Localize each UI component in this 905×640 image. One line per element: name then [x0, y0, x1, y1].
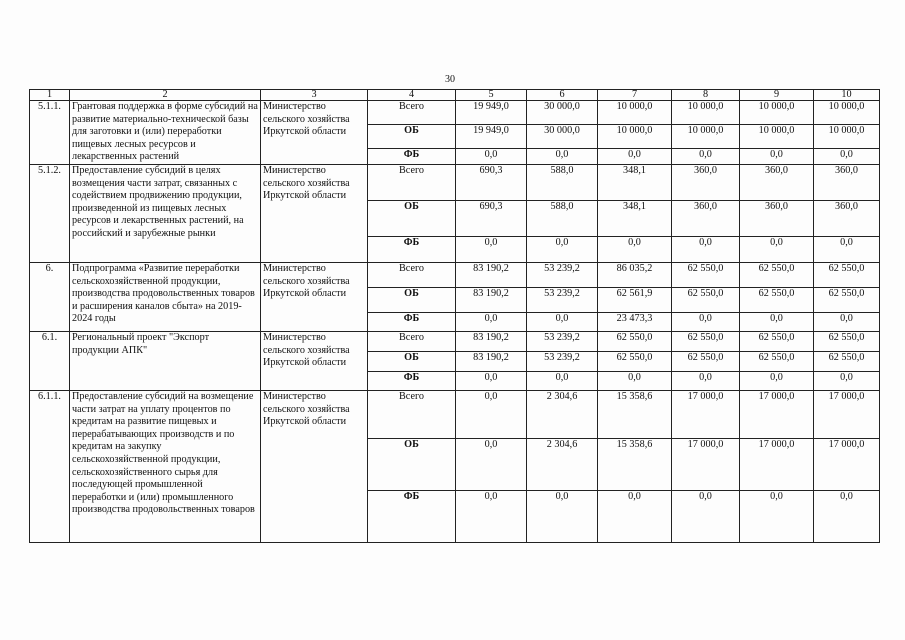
funding-source: Всего: [368, 101, 456, 125]
amount-cell: 0,0: [672, 372, 740, 391]
amount-cell: 62 550,0: [814, 263, 880, 288]
amount-cell: 17 000,0: [740, 391, 814, 439]
amount-cell: 53 239,2: [527, 288, 598, 313]
amount-cell: 62 550,0: [672, 263, 740, 288]
amount-cell: 86 035,2: [598, 263, 672, 288]
amount-cell: 0,0: [814, 237, 880, 263]
row-executor: Министерство сельского хозяйства Иркутской области: [261, 332, 368, 391]
amount-cell: 53 239,2: [527, 352, 598, 372]
amount-cell: 0,0: [814, 372, 880, 391]
column-number: 9: [740, 90, 814, 101]
funding-source: Всего: [368, 391, 456, 439]
row-executor: Министерство сельского хозяйства Иркутской области: [261, 165, 368, 263]
funding-source: ФБ: [368, 491, 456, 543]
amount-cell: 62 550,0: [598, 332, 672, 352]
amount-cell: 53 239,2: [527, 263, 598, 288]
amount-cell: 0,0: [456, 372, 527, 391]
amount-cell: 15 358,6: [598, 439, 672, 491]
funding-source: ОБ: [368, 125, 456, 149]
funding-source: Всего: [368, 263, 456, 288]
amount-cell: 588,0: [527, 201, 598, 237]
funding-source: ОБ: [368, 201, 456, 237]
page-number: 30: [445, 74, 455, 85]
amount-cell: 62 550,0: [740, 332, 814, 352]
table-body: [30, 90, 880, 543]
amount-cell: 360,0: [672, 165, 740, 201]
row-title: Предоставление субсидий в целях возмещения части затрат, связанных с содействием продвижению продукции, произведенной из пищевых лесных ресурсов и лекарственных растений, на российский и зарубежные рынки: [70, 165, 261, 263]
column-number: 5: [456, 90, 527, 101]
funding-source: ФБ: [368, 237, 456, 263]
funding-source: ОБ: [368, 288, 456, 313]
column-number: 6: [527, 90, 598, 101]
amount-cell: 83 190,2: [456, 263, 527, 288]
amount-cell: 0,0: [740, 491, 814, 543]
amount-cell: 83 190,2: [456, 352, 527, 372]
row-code: 6.: [30, 263, 70, 332]
amount-cell: 0,0: [527, 237, 598, 263]
table-row: [30, 332, 880, 352]
amount-cell: 0,0: [814, 313, 880, 332]
amount-cell: 0,0: [527, 313, 598, 332]
amount-cell: 30 000,0: [527, 101, 598, 125]
amount-cell: 0,0: [814, 149, 880, 165]
funding-source: Всего: [368, 165, 456, 201]
row-title: Подпрограмма «Развитие переработки сельскохозяйственной продукции, производства продовольственных товаров и расширения каналов сбыта» на 2019-2024 годы: [70, 263, 261, 332]
amount-cell: 10 000,0: [598, 101, 672, 125]
row-code: 5.1.1.: [30, 101, 70, 165]
amount-cell: 348,1: [598, 201, 672, 237]
amount-cell: 10 000,0: [740, 125, 814, 149]
amount-cell: 0,0: [456, 149, 527, 165]
amount-cell: 10 000,0: [814, 125, 880, 149]
amount-cell: 2 304,6: [527, 391, 598, 439]
amount-cell: 0,0: [598, 491, 672, 543]
amount-cell: 62 550,0: [814, 352, 880, 372]
row-title: Региональный проект "Экспорт продукции АПК": [70, 332, 261, 391]
amount-cell: 0,0: [814, 491, 880, 543]
amount-cell: 62 550,0: [740, 288, 814, 313]
amount-cell: 53 239,2: [527, 332, 598, 352]
amount-cell: 0,0: [527, 372, 598, 391]
funding-source: ОБ: [368, 439, 456, 491]
row-code: 6.1.: [30, 332, 70, 391]
amount-cell: 17 000,0: [814, 391, 880, 439]
amount-cell: 10 000,0: [740, 101, 814, 125]
amount-cell: 0,0: [598, 372, 672, 391]
amount-cell: 360,0: [814, 165, 880, 201]
column-number: 2: [70, 90, 261, 101]
amount-cell: 0,0: [598, 237, 672, 263]
amount-cell: 0,0: [527, 491, 598, 543]
column-number: 3: [261, 90, 368, 101]
amount-cell: 0,0: [456, 391, 527, 439]
amount-cell: 19 949,0: [456, 125, 527, 149]
amount-cell: 588,0: [527, 165, 598, 201]
amount-cell: 62 550,0: [672, 288, 740, 313]
amount-cell: 30 000,0: [527, 125, 598, 149]
column-number: 10: [814, 90, 880, 101]
column-number: 4: [368, 90, 456, 101]
amount-cell: 10 000,0: [814, 101, 880, 125]
amount-cell: 0,0: [456, 237, 527, 263]
amount-cell: 62 550,0: [672, 352, 740, 372]
amount-cell: 0,0: [672, 491, 740, 543]
column-number: 8: [672, 90, 740, 101]
row-code: 5.1.2.: [30, 165, 70, 263]
table-row: [30, 165, 880, 201]
table-row: [30, 101, 880, 125]
amount-cell: 0,0: [672, 237, 740, 263]
amount-cell: 0,0: [672, 149, 740, 165]
table-row: [30, 391, 880, 439]
budget-table: [29, 89, 880, 543]
amount-cell: 690,3: [456, 201, 527, 237]
amount-cell: 19 949,0: [456, 101, 527, 125]
amount-cell: 0,0: [456, 491, 527, 543]
column-number: 1: [30, 90, 70, 101]
amount-cell: 62 550,0: [672, 332, 740, 352]
amount-cell: 17 000,0: [672, 391, 740, 439]
amount-cell: 0,0: [527, 149, 598, 165]
amount-cell: 17 000,0: [814, 439, 880, 491]
amount-cell: 0,0: [740, 149, 814, 165]
amount-cell: 348,1: [598, 165, 672, 201]
amount-cell: 0,0: [740, 372, 814, 391]
amount-cell: 62 550,0: [740, 352, 814, 372]
column-number: 7: [598, 90, 672, 101]
row-executor: Министерство сельского хозяйства Иркутской области: [261, 263, 368, 332]
amount-cell: 62 550,0: [814, 288, 880, 313]
funding-source: ФБ: [368, 149, 456, 165]
amount-cell: 10 000,0: [672, 125, 740, 149]
amount-cell: 0,0: [456, 439, 527, 491]
amount-cell: 2 304,6: [527, 439, 598, 491]
funding-source: ФБ: [368, 313, 456, 332]
amount-cell: 62 550,0: [740, 263, 814, 288]
amount-cell: 0,0: [740, 313, 814, 332]
amount-cell: 17 000,0: [672, 439, 740, 491]
amount-cell: 83 190,2: [456, 288, 527, 313]
amount-cell: 0,0: [740, 237, 814, 263]
amount-cell: 0,0: [456, 313, 527, 332]
row-code: 6.1.1.: [30, 391, 70, 543]
row-title: Предоставление субсидий на возмещение части затрат на уплату процентов по кредитам на развитие пищевых и перерабатывающих производств и по кредитам на закупку сельскохозяйственной продукции, сельскохозяйственного сырья для последующей промышленной переработки и (или) промышленного производства продовольственных товаров: [70, 391, 261, 543]
amount-cell: 0,0: [672, 313, 740, 332]
table-row: [30, 263, 880, 288]
amount-cell: 62 550,0: [814, 332, 880, 352]
amount-cell: 360,0: [814, 201, 880, 237]
funding-source: ФБ: [368, 372, 456, 391]
amount-cell: 360,0: [740, 165, 814, 201]
funding-source: Всего: [368, 332, 456, 352]
amount-cell: 17 000,0: [740, 439, 814, 491]
amount-cell: 83 190,2: [456, 332, 527, 352]
amount-cell: 15 358,6: [598, 391, 672, 439]
row-title: Грантовая поддержка в форме субсидий на развитие материально-технической базы для заготовки и (или) переработки пищевых лесных ресурсов и лекарственных растений: [70, 101, 261, 165]
amount-cell: 62 561,9: [598, 288, 672, 313]
row-executor: Министерство сельского хозяйства Иркутской области: [261, 391, 368, 543]
amount-cell: 10 000,0: [672, 101, 740, 125]
amount-cell: 10 000,0: [598, 125, 672, 149]
amount-cell: 360,0: [672, 201, 740, 237]
amount-cell: 62 550,0: [598, 352, 672, 372]
amount-cell: 360,0: [740, 201, 814, 237]
amount-cell: 690,3: [456, 165, 527, 201]
funding-source: ОБ: [368, 352, 456, 372]
amount-cell: 0,0: [598, 149, 672, 165]
row-executor: Министерство сельского хозяйства Иркутской области: [261, 101, 368, 165]
amount-cell: 23 473,3: [598, 313, 672, 332]
column-numbers-row: [30, 90, 880, 101]
